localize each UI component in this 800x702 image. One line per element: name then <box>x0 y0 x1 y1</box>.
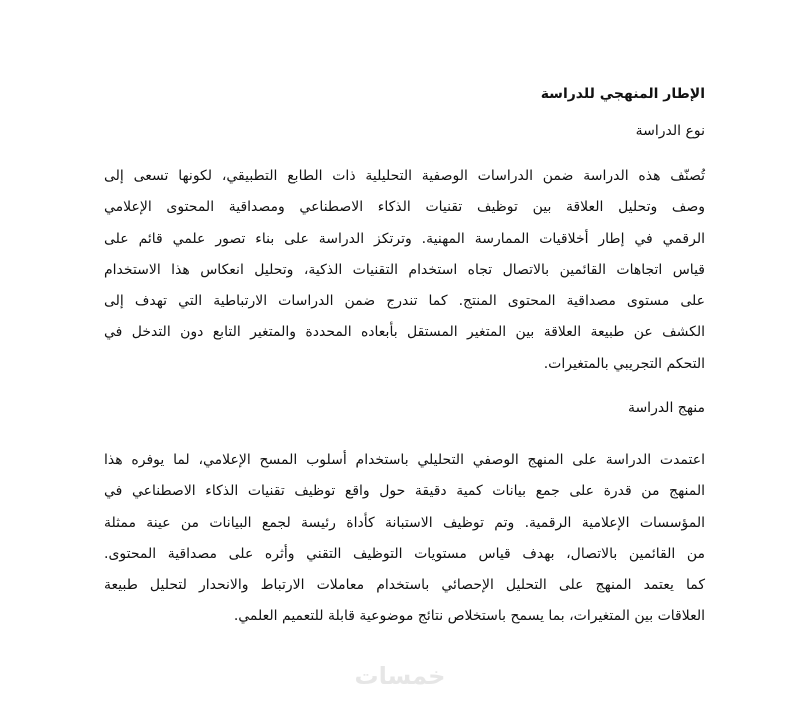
paragraph-line: وصف وتحليل العلاقة بين توظيف تقنيات الذكاء الاصطناعي ومصداقية المحتوى الإعلامي <box>104 199 705 216</box>
paragraph-study-type <box>104 161 705 380</box>
document-title: الإطار المنهجي للدراسة <box>540 86 705 102</box>
paragraph-line: كما يعتمد المنهج على التحليل الإحصائي باستخدام معاملات الارتباط والانحدار لتحليل طبيعة <box>104 577 705 594</box>
paragraph-line: التحكم التجريبي بالمتغيرات. <box>543 355 705 372</box>
paragraph-line: الكشف عن طبيعة العلاقة بين المتغير المستقل بأبعاده المحددة والمتغير التابع دون التدخل في <box>104 324 705 341</box>
watermark-logo: خمسات <box>354 662 446 690</box>
section-heading-study-type: نوع الدراسة <box>635 123 705 139</box>
paragraph-line: اعتمدت الدراسة على المنهج الوصفي التحليلي باستخدام أسلوب المسح الإعلامي، لما يوفره هذا <box>104 452 705 468</box>
paragraph-line: العلاقات بين المتغيرات، بما يسمح باستخلاص نتائج موضوعية قابلة للتعميم العلمي. <box>233 608 705 625</box>
paragraph-line: المؤسسات الإعلامية الرقمية. وتم توظيف الاستبانة كأداة رئيسة لجمع البيانات من عينة ممثلة <box>104 514 705 531</box>
paragraph-line: على مستوى مصداقية المحتوى المنتج. كما تندرج ضمن الدراسات الارتباطية التي تهدف إلى <box>104 293 705 310</box>
paragraph-line: المنهج من قدرة على جمع بيانات كمية دقيقة حول واقع توظيف تقنيات الذكاء الاصطناعي في <box>104 483 705 500</box>
paragraph-line: قياس اتجاهات القائمين بالاتصال تجاه استخدام التقنيات الذكية، وتحليل انعكاس هذا الاستخدام <box>104 261 705 278</box>
paragraph-line: تُصنّف هذه الدراسة ضمن الدراسات الوصفية التحليلية ذات الطابع التطبيقي، لكونها تسعى إلى <box>104 168 705 184</box>
paragraph-methodology <box>104 445 705 633</box>
paragraph-line: الرقمي في إطار أخلاقيات الممارسة المهنية. وترتكز الدراسة على بناء تصور علمي قائم على <box>104 230 705 247</box>
section-heading-methodology: منهج الدراسة <box>627 400 705 416</box>
paragraph-line: من القائمين بالاتصال، بهدف قياس مستويات التوظيف التقني وأثره على مصداقية المحتوى. <box>104 545 705 562</box>
